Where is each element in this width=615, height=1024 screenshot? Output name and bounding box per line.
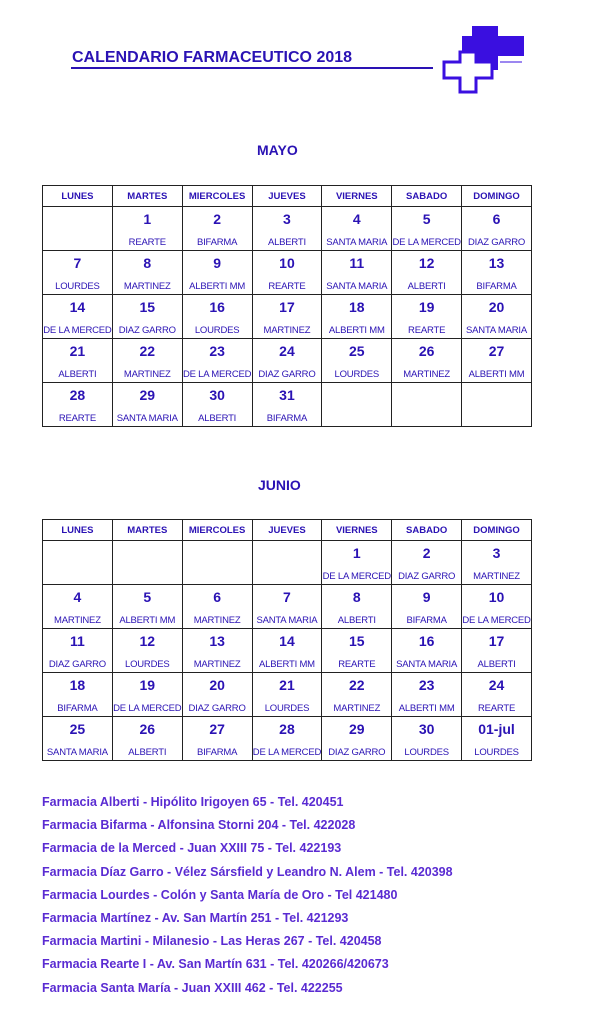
calendar-day-cell <box>252 295 322 339</box>
weekday-header: SABADO <box>392 520 462 541</box>
calendar-day-cell <box>392 251 462 295</box>
calendar-day-cell <box>252 383 322 427</box>
on-duty-pharmacy: DE LA MERCED <box>252 747 322 758</box>
calendar-day-cell <box>322 629 392 673</box>
on-duty-pharmacy: DIAZ GARRO <box>118 325 176 336</box>
on-duty-pharmacy: ALBERTI MM <box>328 325 385 336</box>
day-number: 24 <box>279 343 295 359</box>
calendar-day-cell <box>322 295 392 339</box>
page-title: CALENDARIO FARMACEUTICO 2018 <box>72 49 353 66</box>
day-number: 18 <box>349 299 365 315</box>
calendar-day-cell <box>322 541 392 585</box>
on-duty-pharmacy: MARTINEZ <box>193 659 241 670</box>
calendar-day-cell <box>43 585 113 629</box>
weekday-header: SABADO <box>392 186 462 207</box>
calendar-day-cell <box>322 585 392 629</box>
day-number: 10 <box>279 255 295 271</box>
calendar-day-cell <box>252 717 322 761</box>
day-number: 4 <box>352 211 361 227</box>
day-number: 21 <box>279 677 295 693</box>
day-number: 17 <box>279 299 295 315</box>
day-number <box>253 541 322 545</box>
calendar-week-row <box>43 207 532 251</box>
calendar-day-cell <box>112 207 182 251</box>
day-number: 11 <box>70 633 85 649</box>
day-number <box>43 541 112 545</box>
on-duty-pharmacy: MARTINEZ <box>263 325 311 336</box>
day-number: 6 <box>492 211 501 227</box>
on-duty-pharmacy: BIFARMA <box>266 413 308 424</box>
calendar-day-cell <box>112 541 182 585</box>
calendar-day-cell <box>112 251 182 295</box>
calendar-day-cell <box>462 251 532 295</box>
calendar-day-cell <box>462 585 532 629</box>
day-number: 28 <box>279 721 295 737</box>
day-number: 20 <box>209 677 225 693</box>
on-duty-pharmacy: DIAZ GARRO <box>467 237 526 248</box>
weekday-header: JUEVES <box>252 520 322 541</box>
calendar-day-cell <box>112 717 182 761</box>
on-duty-pharmacy: REARTE <box>268 281 306 292</box>
on-duty-pharmacy: ALBERTI MM <box>468 369 525 380</box>
calendar-day-cell <box>252 541 322 585</box>
on-duty-pharmacy: SANTA MARIA <box>326 237 388 248</box>
on-duty-pharmacy: REARTE <box>338 659 376 670</box>
weekday-header: MARTES <box>112 520 182 541</box>
day-number: 26 <box>139 721 156 737</box>
on-duty-pharmacy: SANTA MARIA <box>46 747 108 758</box>
on-duty-pharmacy: REARTE <box>128 237 166 248</box>
day-number: 16 <box>418 633 435 649</box>
calendar-day-cell <box>43 339 113 383</box>
calendar-day-cell <box>252 251 322 295</box>
on-duty-pharmacy: MARTINEZ <box>54 615 101 626</box>
title-underline <box>71 67 433 69</box>
day-number: 12 <box>418 255 435 271</box>
calendar-day-cell <box>182 339 252 383</box>
calendar-day-cell <box>43 383 113 427</box>
calendar-day-cell <box>322 673 392 717</box>
pharmacy-directory-entry: Farmacia Santa María - Juan XXIII 462 - Tel. 422255 <box>42 980 343 995</box>
day-number <box>183 541 252 545</box>
day-number: 24 <box>488 677 505 693</box>
calendar-day-cell <box>182 717 252 761</box>
weekday-header: MIERCOLES <box>182 186 252 207</box>
calendar-mayo <box>42 185 532 427</box>
calendar-day-cell <box>182 207 252 251</box>
weekday-header: DOMINGO <box>462 186 532 207</box>
day-number: 2 <box>213 211 221 227</box>
on-duty-pharmacy: ALBERTI MM <box>259 659 315 670</box>
calendar-day-cell <box>462 295 532 339</box>
calendar-day-cell <box>322 383 392 427</box>
pharmacy-directory-entry: Farmacia Martínez - Av. San Martín 251 - Tel. 421293 <box>42 910 349 925</box>
day-number: 4 <box>73 589 82 605</box>
day-number: 29 <box>349 721 365 737</box>
calendar-day-cell <box>392 673 462 717</box>
calendar-week-row <box>43 673 532 717</box>
day-number <box>113 541 182 545</box>
day-number: 22 <box>139 343 156 359</box>
day-number: 8 <box>352 589 361 605</box>
day-number: 6 <box>213 589 221 605</box>
calendar-day-cell <box>182 585 252 629</box>
on-duty-pharmacy: ALBERTI MM <box>119 615 176 626</box>
on-duty-pharmacy: DIAZ GARRO <box>188 703 246 714</box>
day-number: 1 <box>352 545 361 561</box>
on-duty-pharmacy: BIFARMA <box>406 615 447 626</box>
pharmacy-directory <box>42 795 453 1004</box>
on-duty-pharmacy: LOURDES <box>194 325 240 336</box>
day-number: 20 <box>488 299 505 315</box>
day-number: 25 <box>349 343 365 359</box>
calendar-day-cell <box>43 673 113 717</box>
calendar-day-cell <box>43 295 113 339</box>
weekday-header: DOMINGO <box>462 520 532 541</box>
day-number: 10 <box>488 589 505 605</box>
on-duty-pharmacy: DIAZ GARRO <box>258 369 316 380</box>
day-number: 23 <box>418 677 435 693</box>
on-duty-pharmacy: MARTINEZ <box>123 369 171 380</box>
day-number: 1 <box>143 211 152 227</box>
calendar-day-cell <box>182 541 252 585</box>
calendar-day-cell <box>392 339 462 383</box>
calendar-day-cell <box>462 383 532 427</box>
calendar-day-cell <box>392 585 462 629</box>
day-number: 8 <box>143 255 152 271</box>
calendar-day-cell <box>112 585 182 629</box>
on-duty-pharmacy: DIAZ GARRO <box>328 747 386 758</box>
calendar-day-cell <box>182 295 252 339</box>
on-duty-pharmacy: ALBERTI MM <box>398 703 455 714</box>
calendar-day-cell <box>112 295 182 339</box>
day-number: 01-jul <box>478 721 515 737</box>
day-number <box>322 383 391 387</box>
calendar-day-cell <box>43 251 113 295</box>
day-number: 27 <box>209 721 225 737</box>
calendar-day-cell <box>392 295 462 339</box>
on-duty-pharmacy: MARTINEZ <box>193 615 241 626</box>
on-duty-pharmacy: BIFARMA <box>476 281 517 292</box>
on-duty-pharmacy: SANTA MARIA <box>466 325 528 336</box>
weekday-header-row <box>43 186 532 207</box>
on-duty-pharmacy: ALBERTI <box>477 659 516 670</box>
on-duty-pharmacy: ALBERTI <box>267 237 306 248</box>
calendar-day-cell <box>462 673 532 717</box>
calendar-day-cell <box>112 629 182 673</box>
day-number: 15 <box>349 633 365 649</box>
calendar-junio <box>42 519 532 761</box>
day-number: 13 <box>209 633 225 649</box>
on-duty-pharmacy: SANTA MARIA <box>326 281 388 292</box>
calendar-day-cell <box>322 717 392 761</box>
on-duty-pharmacy: DE LA MERCED <box>322 571 391 582</box>
day-number: 11 <box>349 255 365 271</box>
on-duty-pharmacy: DE LA MERCED <box>182 369 252 380</box>
day-number <box>43 207 112 211</box>
day-number: 9 <box>213 255 221 271</box>
calendar-day-cell <box>112 673 182 717</box>
pharmacy-directory-entry: Farmacia Martini - Milanesio - Las Heras 267 - Tel. 420458 <box>42 934 382 949</box>
calendar-day-cell <box>462 717 532 761</box>
pharmacy-directory-entry: Farmacia Alberti - Hipólito Irigoyen 65 - Tel. 420451 <box>42 795 344 809</box>
weekday-header: VIERNES <box>322 186 392 207</box>
calendar-day-cell <box>322 251 392 295</box>
day-number: 28 <box>69 387 86 403</box>
weekday-header: LUNES <box>43 186 113 207</box>
on-duty-pharmacy: LOURDES <box>125 659 170 670</box>
on-duty-pharmacy: DE LA MERCED <box>43 325 112 336</box>
day-number: 31 <box>279 387 295 403</box>
on-duty-pharmacy: LOURDES <box>55 281 100 292</box>
on-duty-pharmacy: DIAZ GARRO <box>48 659 106 670</box>
weekday-header: MARTES <box>112 186 182 207</box>
calendar-day-cell <box>112 339 182 383</box>
day-number: 27 <box>488 343 505 359</box>
on-duty-pharmacy: LOURDES <box>474 747 519 758</box>
calendar-day-cell <box>462 541 532 585</box>
day-number: 26 <box>418 343 435 359</box>
on-duty-pharmacy: DE LA MERCED <box>462 615 531 626</box>
on-duty-pharmacy: DIAZ GARRO <box>398 571 456 582</box>
on-duty-pharmacy: SANTA MARIA <box>396 659 458 670</box>
day-number: 19 <box>139 677 156 693</box>
day-number: 12 <box>139 633 156 649</box>
calendar-day-cell <box>43 717 113 761</box>
day-number: 29 <box>139 387 156 403</box>
calendar-day-cell <box>392 629 462 673</box>
calendar-week-row <box>43 251 532 295</box>
calendar-week-row <box>43 339 532 383</box>
calendar-week-row <box>43 383 532 427</box>
day-number: 30 <box>209 387 225 403</box>
calendar-day-cell <box>43 207 113 251</box>
on-duty-pharmacy: REARTE <box>58 413 96 424</box>
on-duty-pharmacy: LOURDES <box>334 369 380 380</box>
calendar-week-row <box>43 585 532 629</box>
on-duty-pharmacy: ALBERTI MM <box>189 281 246 292</box>
on-duty-pharmacy: LOURDES <box>264 703 310 714</box>
on-duty-pharmacy: MARTINEZ <box>333 703 381 714</box>
on-duty-pharmacy: ALBERTI <box>128 747 167 758</box>
calendar-day-cell <box>112 383 182 427</box>
on-duty-pharmacy: BIFARMA <box>196 747 238 758</box>
pharmacy-directory-entry: Farmacia Rearte I - Av. San Martín 631 - Tel. 420266/420673 <box>42 957 389 972</box>
on-duty-pharmacy: BIFARMA <box>196 237 238 248</box>
calendar-day-cell <box>252 585 322 629</box>
pharmacy-directory-entry: Farmacia Lourdes - Colón y Santa María de Oro - Tel 421480 <box>42 887 398 902</box>
calendar-week-row <box>43 541 532 585</box>
month-title-junio: JUNIO <box>258 477 301 493</box>
calendar-day-cell <box>462 207 532 251</box>
on-duty-pharmacy: LOURDES <box>404 747 449 758</box>
day-number: 15 <box>139 299 156 315</box>
calendar-day-cell <box>392 383 462 427</box>
day-number: 7 <box>73 255 82 271</box>
on-duty-pharmacy: REARTE <box>477 703 516 714</box>
calendar-day-cell <box>462 339 532 383</box>
on-duty-pharmacy: SANTA MARIA <box>256 615 318 626</box>
on-duty-pharmacy: MARTINEZ <box>123 281 171 292</box>
day-number: 25 <box>69 721 86 737</box>
pharmacy-directory-entry: Farmacia Díaz Garro - Vélez Sársfield y Leandro N. Alem - Tel. 420398 <box>42 864 453 879</box>
on-duty-pharmacy: SANTA MARIA <box>116 413 178 424</box>
calendar-week-row <box>43 295 532 339</box>
calendar-day-cell <box>182 673 252 717</box>
calendar-week-row <box>43 717 532 761</box>
day-number: 23 <box>209 343 225 359</box>
day-number: 22 <box>349 677 365 693</box>
day-number: 13 <box>488 255 505 271</box>
day-number: 19 <box>418 299 435 315</box>
calendar-day-cell <box>392 207 462 251</box>
day-number: 3 <box>283 211 291 227</box>
day-number: 2 <box>422 545 431 561</box>
calendar-day-cell <box>462 629 532 673</box>
day-number: 18 <box>69 677 86 693</box>
calendar-day-cell <box>322 339 392 383</box>
weekday-header: MIERCOLES <box>182 520 252 541</box>
weekday-header: LUNES <box>43 520 113 541</box>
pharmacy-cross-icon <box>440 18 532 98</box>
on-duty-pharmacy: ALBERTI <box>337 615 376 626</box>
weekday-header-row <box>43 520 532 541</box>
pharmacy-directory-entry: Farmacia de la Merced - Juan XXIII 75 - Tel. 422193 <box>42 841 342 856</box>
day-number: 14 <box>279 633 295 649</box>
day-number: 17 <box>488 633 505 649</box>
on-duty-pharmacy: ALBERTI <box>198 413 237 424</box>
calendar-day-cell <box>182 383 252 427</box>
day-number: 16 <box>209 299 225 315</box>
calendar-day-cell <box>252 673 322 717</box>
on-duty-pharmacy: MARTINEZ <box>473 571 520 582</box>
on-duty-pharmacy: BIFARMA <box>57 703 98 714</box>
on-duty-pharmacy: ALBERTI <box>407 281 446 292</box>
weekday-header: JUEVES <box>252 186 322 207</box>
on-duty-pharmacy: MARTINEZ <box>403 369 451 380</box>
calendar-day-cell <box>252 207 322 251</box>
on-duty-pharmacy: DE LA MERCED <box>113 703 182 714</box>
day-number: 30 <box>418 721 435 737</box>
calendar-day-cell <box>43 629 113 673</box>
day-number: 5 <box>143 589 152 605</box>
day-number: 3 <box>492 545 501 561</box>
on-duty-pharmacy: DE LA MERCED <box>392 237 461 248</box>
day-number: 7 <box>283 589 291 605</box>
calendar-day-cell <box>252 339 322 383</box>
calendar-day-cell <box>392 541 462 585</box>
pharmacy-directory-entry: Farmacia Bifarma - Alfonsina Storni 204 - Tel. 422028 <box>42 818 356 833</box>
on-duty-pharmacy: ALBERTI <box>58 369 97 380</box>
calendar-day-cell <box>252 629 322 673</box>
calendar-week-row <box>43 629 532 673</box>
day-number: 9 <box>422 589 431 605</box>
calendar-day-cell <box>392 717 462 761</box>
calendar-day-cell <box>43 541 113 585</box>
calendar-day-cell <box>322 207 392 251</box>
day-number: 14 <box>69 299 86 315</box>
month-title-mayo: MAYO <box>257 142 298 158</box>
calendar-day-cell <box>182 629 252 673</box>
weekday-header: VIERNES <box>322 520 392 541</box>
day-number <box>392 383 461 387</box>
day-number: 21 <box>69 343 86 359</box>
calendar-day-cell <box>182 251 252 295</box>
day-number <box>462 383 531 387</box>
on-duty-pharmacy: REARTE <box>408 325 446 336</box>
day-number: 5 <box>422 211 431 227</box>
